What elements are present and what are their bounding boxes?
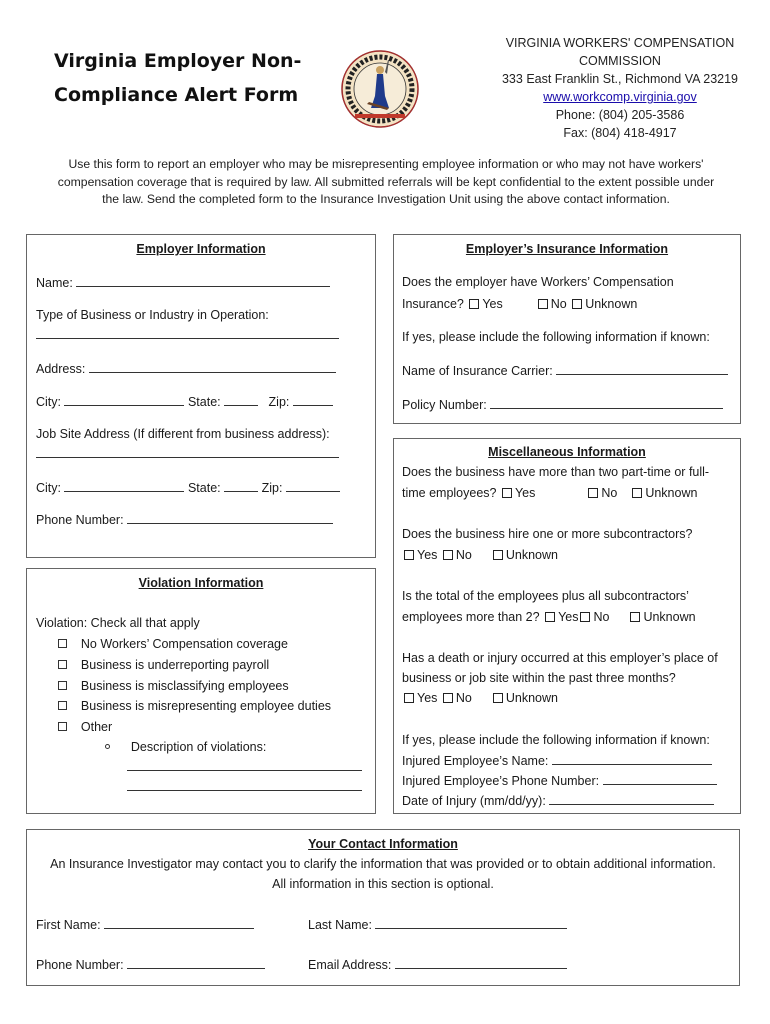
virginia-seal-icon xyxy=(341,50,419,128)
description-line xyxy=(127,759,362,774)
employer-phone-row xyxy=(36,512,333,527)
violation-option xyxy=(58,637,288,651)
violation-option-label: Business is underreporting payroll xyxy=(80,658,270,672)
employer-phone-label: Phone Number: xyxy=(36,513,124,527)
violation-checkbox[interactable] xyxy=(58,701,67,710)
misc-info-section xyxy=(393,438,741,814)
intro-line: compensation coverage that is required by law. All submitted referrals will be kept confidential to the extent possible under xyxy=(57,174,715,189)
violation-checkbox[interactable] xyxy=(58,722,67,731)
violation-option xyxy=(58,658,269,672)
business-type-label: Type of Business or Industry in Operation: xyxy=(36,308,269,322)
insurance-info-heading: Employer’s Insurance Information xyxy=(465,242,669,256)
policy-field[interactable] xyxy=(490,397,723,409)
misc-q4-unknown-label: Unknown xyxy=(505,691,558,705)
violation-info-section xyxy=(26,568,376,814)
injured-name-row xyxy=(402,753,712,768)
insurance-yes-checkbox[interactable] xyxy=(469,299,479,309)
employer-name-label: Name: xyxy=(36,276,73,290)
misc-q4-row xyxy=(402,691,558,705)
form-title xyxy=(54,44,301,112)
carrier-row xyxy=(402,363,728,378)
intro-line: Use this form to report an employer who may be misrepresenting employee information or who may not have workers' xyxy=(68,157,704,171)
misc-q2-unknown-checkbox[interactable] xyxy=(493,550,503,560)
misc-q2-unknown-label: Unknown xyxy=(505,548,558,562)
carrier-label: Name of Insurance Carrier: xyxy=(402,364,553,378)
description-field[interactable] xyxy=(127,779,362,791)
misc-q3-unknown-checkbox[interactable] xyxy=(630,612,640,622)
misc-q3-line2: employees more than 2? xyxy=(402,610,540,624)
last-name-row xyxy=(308,917,567,932)
business-type-field[interactable] xyxy=(36,327,339,339)
job-site-field[interactable] xyxy=(36,446,339,458)
employer-name-field[interactable] xyxy=(76,275,330,287)
first-name-field[interactable] xyxy=(104,917,254,929)
employer-zip-label: Zip: xyxy=(268,395,290,409)
employer-address-label: Address: xyxy=(36,362,86,376)
business-type-row xyxy=(36,327,339,342)
misc-q2-no-checkbox[interactable] xyxy=(443,550,453,560)
last-name-field[interactable] xyxy=(375,917,567,929)
bullet-circle-icon xyxy=(105,744,110,749)
agency-contact xyxy=(500,34,740,142)
misc-q2-line1: Does the business hire one or more subcontractors? xyxy=(402,527,693,541)
misc-q3-line1: Is the total of the employees plus all subcontractors’ xyxy=(402,589,689,603)
injured-name-label: Injured Employee’s Name: xyxy=(402,754,549,768)
injury-date-row xyxy=(402,793,714,808)
misc-q4-unknown-checkbox[interactable] xyxy=(493,693,503,703)
misc-q1-yes-checkbox[interactable] xyxy=(502,488,512,498)
insurance-no-label: No xyxy=(550,297,567,311)
insurance-unknown-label: Unknown xyxy=(585,297,638,311)
violation-option-label: Business is misclassifying employees xyxy=(80,679,289,693)
injured-phone-row xyxy=(402,773,717,788)
job-site-zip-field[interactable] xyxy=(286,480,340,492)
violation-option-label: No Workers’ Compensation coverage xyxy=(80,637,288,651)
insurance-unknown-checkbox[interactable] xyxy=(572,299,582,309)
job-site-city-label: City: xyxy=(36,481,61,495)
violation-option-label: Business is misrepresenting employee duties xyxy=(80,699,332,713)
misc-q2-no-label: No xyxy=(455,548,472,562)
injured-name-field[interactable] xyxy=(552,753,712,765)
employer-city-field[interactable] xyxy=(64,394,184,406)
misc-q3-unknown-label: Unknown xyxy=(643,610,696,624)
violation-option xyxy=(58,720,112,734)
agency-fax: Fax: (804) 418-4917 xyxy=(563,126,677,140)
misc-q1-row xyxy=(402,486,697,500)
description-field[interactable] xyxy=(127,759,362,771)
employer-zip-field[interactable] xyxy=(293,394,333,406)
misc-q4-yes-label: Yes xyxy=(417,691,438,705)
misc-q3-yes-checkbox[interactable] xyxy=(545,612,555,622)
employer-state-field[interactable] xyxy=(224,394,258,406)
misc-q2-row xyxy=(402,548,558,562)
violation-intro: Violation: Check all that apply xyxy=(36,616,200,630)
description-row xyxy=(105,740,266,754)
violation-option xyxy=(58,679,289,693)
misc-q3-no-label: No xyxy=(593,610,610,624)
injured-phone-field[interactable] xyxy=(603,773,717,785)
agency-phone: Phone: (804) 205-3586 xyxy=(555,108,685,122)
your-phone-row xyxy=(36,957,265,972)
email-row xyxy=(308,957,567,972)
job-site-state-label: State: xyxy=(187,481,221,495)
injury-date-field[interactable] xyxy=(549,793,714,805)
misc-q1-no-label: No xyxy=(601,486,618,500)
insurance-yes-label: Yes xyxy=(482,297,503,311)
injured-phone-label: Injured Employee’s Phone Number: xyxy=(402,774,600,788)
misc-q4-no-checkbox[interactable] xyxy=(443,693,453,703)
your-contact-line2: All information in this section is optional. xyxy=(272,877,494,891)
job-site-zip-label: Zip: xyxy=(261,481,283,495)
insurance-no-checkbox[interactable] xyxy=(538,299,548,309)
insurance-info-section xyxy=(393,234,741,424)
intro-paragraph xyxy=(30,156,742,209)
misc-q2-yes-checkbox[interactable] xyxy=(404,550,414,560)
first-name-label: First Name: xyxy=(36,918,101,932)
misc-q1-unknown-checkbox[interactable] xyxy=(632,488,642,498)
job-site-label: Job Site Address (If different from business address): xyxy=(36,427,330,441)
misc-q3-no-checkbox[interactable] xyxy=(580,612,590,622)
violation-info-heading: Violation Information xyxy=(138,576,264,590)
form-title-line1: Virginia Employer Non- xyxy=(54,50,302,72)
job-site-state-field[interactable] xyxy=(224,480,258,492)
description-label: Description of violations: xyxy=(130,740,267,754)
violation-checkbox[interactable] xyxy=(58,681,67,690)
job-site-city-field[interactable] xyxy=(64,480,184,492)
last-name-label: Last Name: xyxy=(308,918,372,932)
violation-checkbox[interactable] xyxy=(58,639,67,648)
employer-address-field[interactable] xyxy=(89,361,336,373)
employer-state-label: State: xyxy=(187,395,221,409)
your-contact-section xyxy=(26,829,740,986)
agency-name-line1: VIRGINIA WORKERS' COMPENSATION xyxy=(505,36,735,50)
employer-info-section xyxy=(26,234,376,558)
misc-q4-line1: Has a death or injury occurred at this employer’s place of xyxy=(402,651,718,665)
misc-q4-yes-checkbox[interactable] xyxy=(404,693,414,703)
misc-q4-line2: business or job site within the past three months? xyxy=(402,671,676,685)
your-phone-label: Phone Number: xyxy=(36,958,124,972)
employer-city-row xyxy=(36,394,333,409)
job-site-row xyxy=(36,446,339,461)
violation-option xyxy=(58,699,331,713)
injury-date-label: Date of Injury (mm/dd/yy): xyxy=(402,794,546,808)
insurance-question-row xyxy=(402,297,637,311)
email-label: Email Address: xyxy=(308,958,392,972)
agency-website-link[interactable]: www.workcomp.virginia.gov xyxy=(543,90,697,104)
misc-info-heading: Miscellaneous Information xyxy=(488,445,646,459)
misc-q1-line1: Does the business have more than two part-time or full- xyxy=(402,465,710,479)
insurance-question-line2: Insurance? xyxy=(402,297,464,311)
carrier-field[interactable] xyxy=(556,363,728,375)
employer-phone-field[interactable] xyxy=(127,512,333,524)
description-line xyxy=(127,779,362,794)
policy-row xyxy=(402,397,723,412)
misc-q1-no-checkbox[interactable] xyxy=(588,488,598,498)
first-name-row xyxy=(36,917,254,932)
misc-q3-row xyxy=(402,610,696,624)
misc-q2-yes-label: Yes xyxy=(417,548,438,562)
misc-q1-line2: time employees? xyxy=(402,486,497,500)
misc-if-yes: If yes, please include the following information if known: xyxy=(402,733,710,747)
employer-info-heading: Employer Information xyxy=(136,242,266,256)
your-contact-line1: An Insurance Investigator may contact you to clarify the information that was provided or to obtain additional information. xyxy=(50,857,716,871)
misc-q1-unknown-label: Unknown xyxy=(645,486,698,500)
your-contact-heading: Your Contact Information xyxy=(308,837,458,851)
misc-q3-yes-label: Yes xyxy=(558,610,579,624)
agency-address: 333 East Franklin St., Richmond VA 23219 xyxy=(501,72,738,86)
insurance-if-yes: If yes, please include the following information if known: xyxy=(402,330,710,344)
intro-line: the law. Send the completed form to the Insurance Investigation Unit using the above contact information. xyxy=(102,192,670,206)
agency-name-line2: COMMISSION xyxy=(579,54,661,68)
your-phone-field[interactable] xyxy=(127,957,265,969)
form-title-line2: Compliance Alert Form xyxy=(54,84,299,106)
misc-q1-yes-label: Yes xyxy=(514,486,536,500)
misc-q4-no-label: No xyxy=(455,691,472,705)
violation-checkbox[interactable] xyxy=(58,660,67,669)
employer-name-row xyxy=(36,275,330,290)
insurance-question-line1: Does the employer have Workers’ Compensation xyxy=(402,275,674,289)
employer-address-row xyxy=(36,361,336,376)
employer-city-label: City: xyxy=(36,395,61,409)
email-field[interactable] xyxy=(395,957,567,969)
violation-option-label: Other xyxy=(80,720,113,734)
policy-label: Policy Number: xyxy=(402,398,487,412)
job-site-city-row xyxy=(36,480,340,495)
